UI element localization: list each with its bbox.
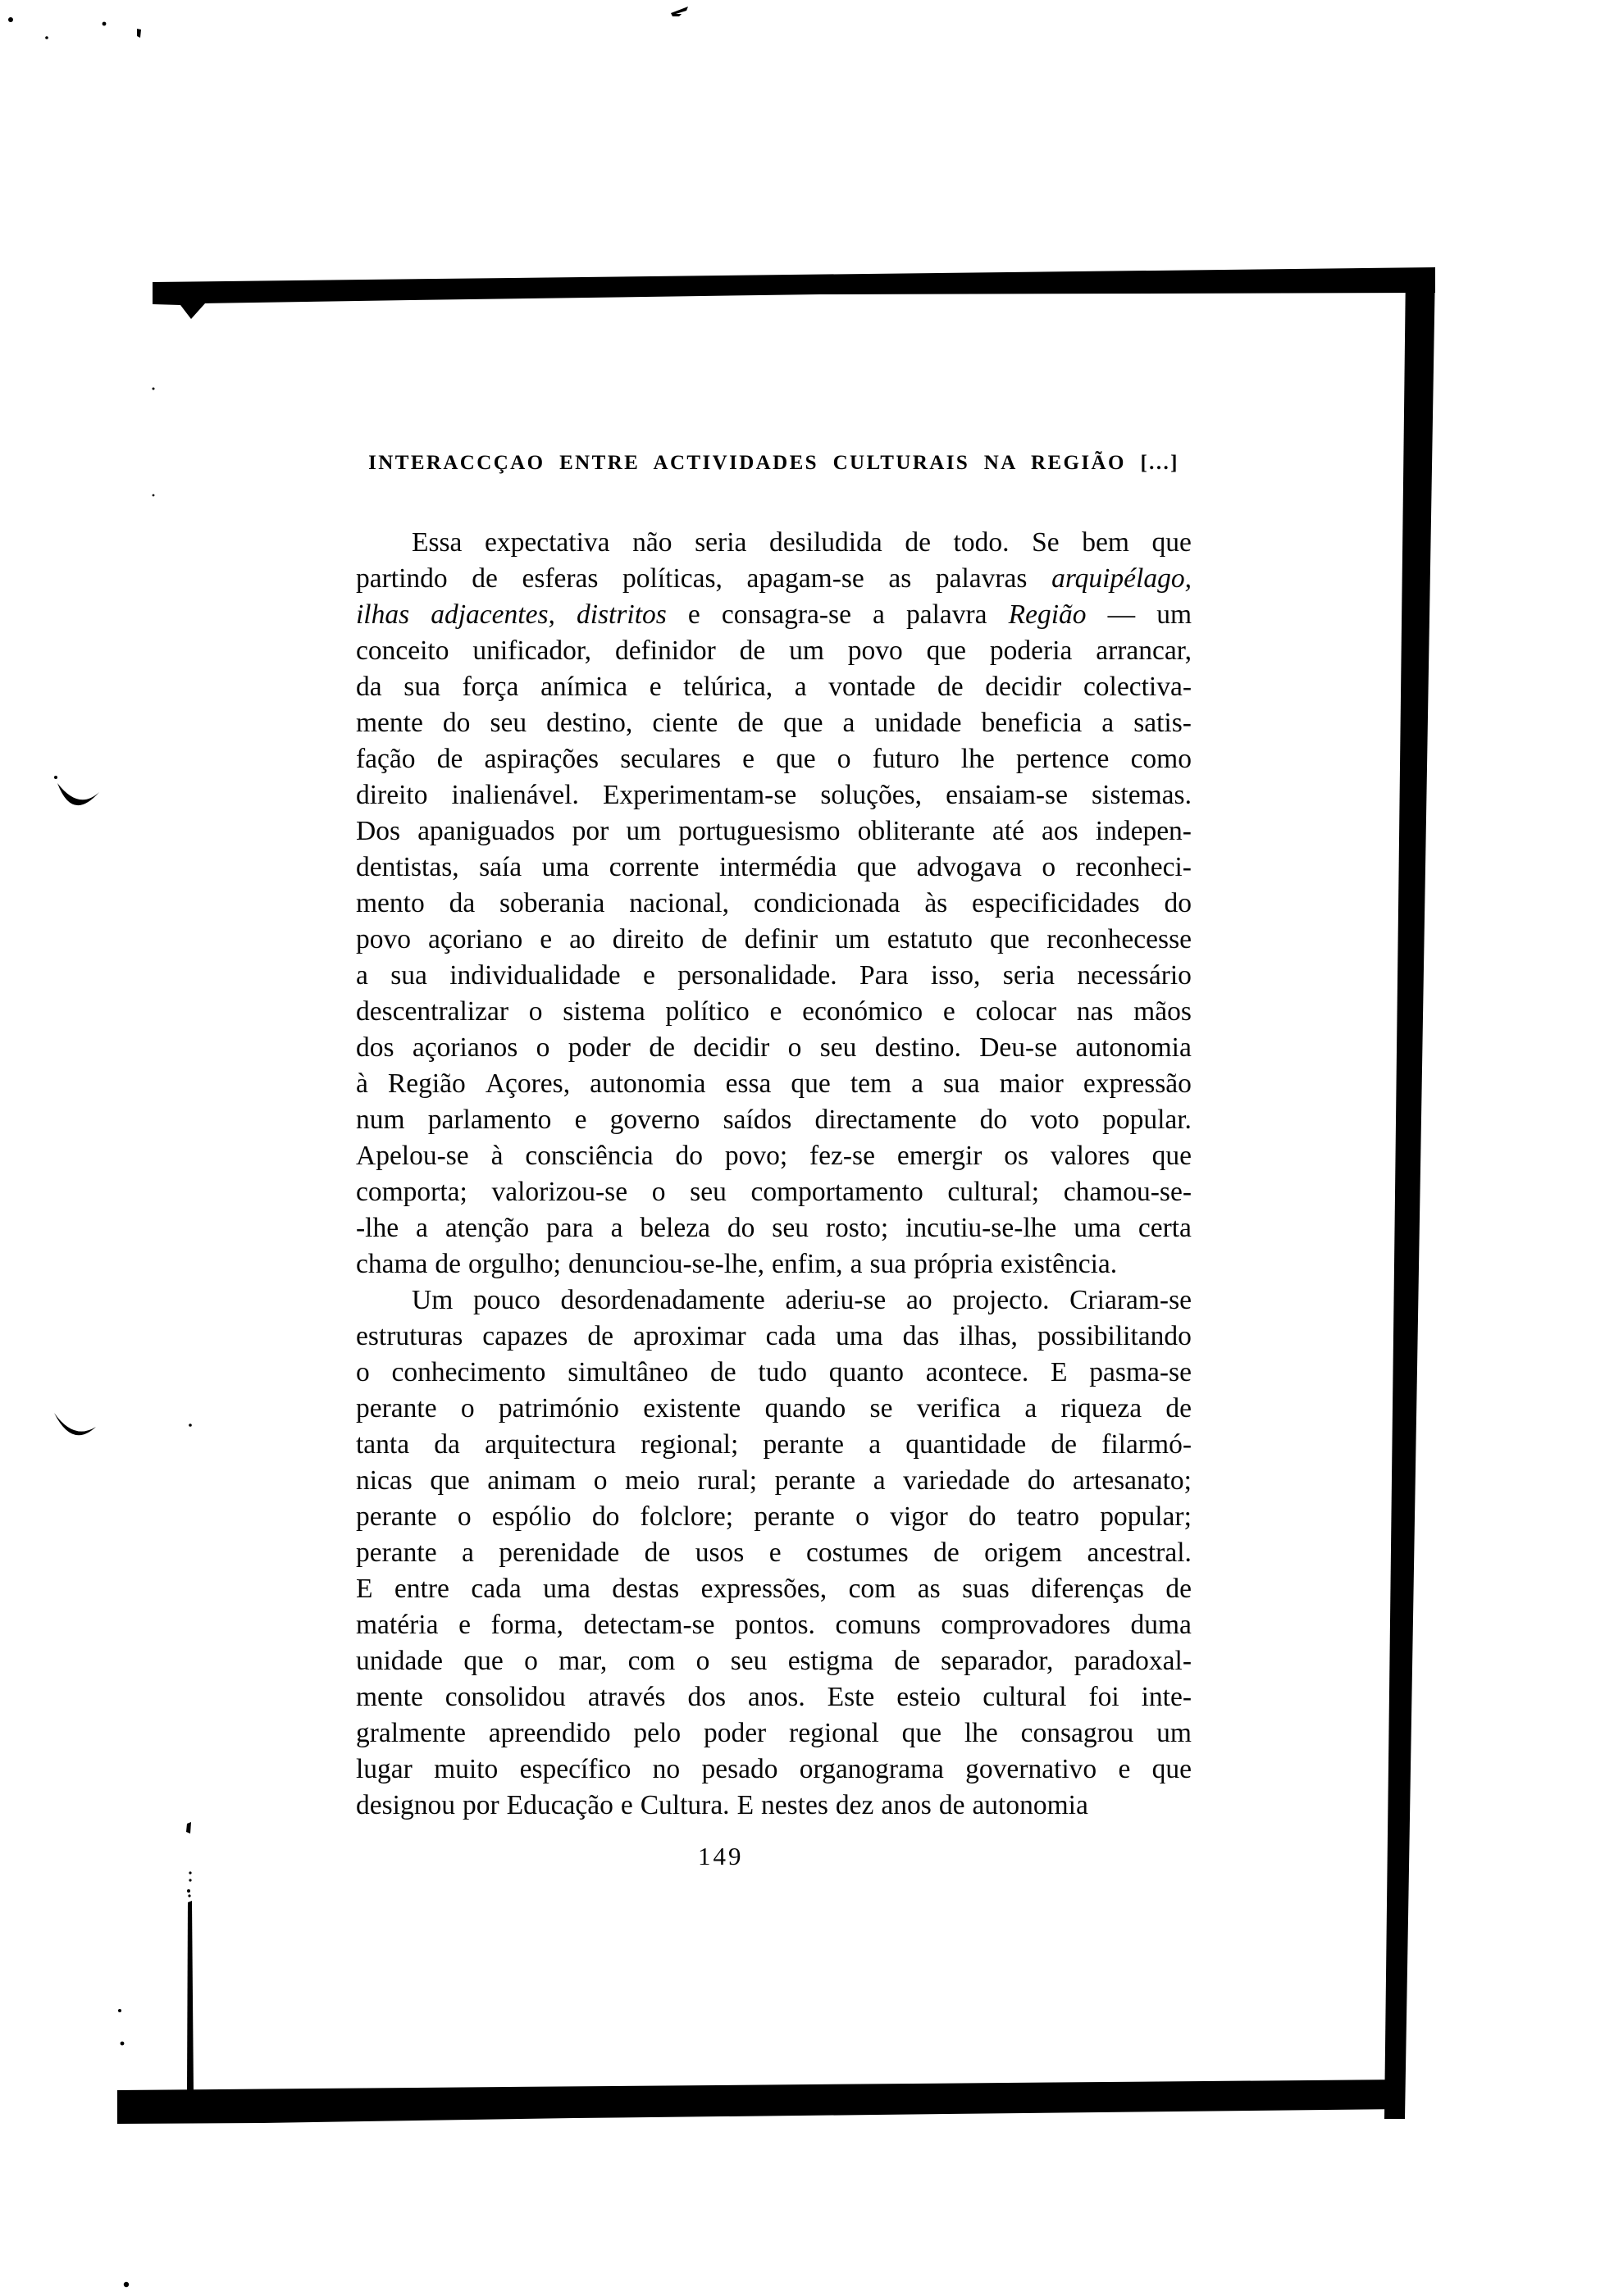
paragraph-1-line-9: Dos apaniguados por um portuguesismo obliterante até aos indepen-	[356, 816, 1192, 846]
scan-crescent-mark-2	[54, 1413, 96, 1435]
paragraph-1-line-5: da sua força anímica e telúrica, a vontade de decidir colectiva-	[356, 672, 1192, 702]
paragraph-1-line-2: partindo de esferas políticas, apagam-se as palavras arquipélago,	[356, 563, 1192, 594]
scan-crescent-mark-1	[57, 783, 99, 805]
paragraph-1-line-13: a sua individualidade e personalidade. Para isso, seria necessário	[356, 960, 1192, 991]
paragraph-2-line-13: gralmente apreendido pelo poder regional que lhe consagrou um	[356, 1718, 1192, 1748]
paragraph-2-line-10: matéria e forma, detectam-se pontos. comuns comprovadores duma	[356, 1610, 1192, 1640]
paragraph-2-line-12: mente consolidou através dos anos. Este esteio cultural foi inte-	[356, 1682, 1192, 1712]
scan-dash-top-center	[671, 7, 688, 16]
paragraph-1-line-12: povo açoriano e ao direito de definir um estatuto que reconhecesse	[356, 924, 1192, 954]
paragraph-2-line-11: unidade que o mar, com o seu estigma de separador, paradoxal-	[356, 1646, 1192, 1676]
paragraph-1-line-4: conceito unificador, definidor de um povo que poderia arrancar,	[356, 636, 1192, 666]
scan-speck	[153, 388, 155, 390]
scan-speck	[188, 1894, 190, 1897]
paragraph-1-line-7: fação de aspirações seculares e que o futuro lhe pertence como	[356, 744, 1192, 774]
paragraph-1-line-8: direito inalienável. Experimentam-se soluções, ensaiam-se sistemas.	[356, 780, 1192, 810]
scan-speck	[187, 1889, 190, 1893]
paragraph-1-line-15: dos açorianos o poder de decidir o seu destino. Deu-se autonomia	[356, 1032, 1192, 1063]
paragraph-1-line-19: comporta; valorizou-se o seu comportamento cultural; chamou-se-	[356, 1177, 1192, 1207]
running-header: INTERACCÇAO ENTRE ACTIVIDADES CULTURAIS NA REGIÃO [...]	[368, 452, 1179, 474]
scan-speck	[153, 494, 155, 497]
body-text	[356, 525, 1192, 1824]
paragraph-1-line-6: mente do seu destino, ciente de que a unidade beneficia a satis-	[356, 708, 1192, 738]
paragraph-2-line-8: perante a perenidade de usos e costumes de origem ancestral.	[356, 1538, 1192, 1568]
paragraph-2-line-6: nicas que animam o meio rural; perante a variedade do artesanato;	[356, 1465, 1192, 1496]
scan-border-bottom	[117, 2080, 1405, 2124]
scan-speck	[54, 776, 57, 779]
paragraph-1-line-20: -lhe a atenção para a beleza do seu rosto; incutiu-se-lhe uma certa	[356, 1213, 1192, 1243]
paragraph-1-line-1: Essa expectativa não seria desiludida de todo. Se bem que	[412, 527, 1192, 558]
paragraph-1-line-18: Apelou-se à consciência do povo; fez-se emergir os valores que	[356, 1141, 1192, 1171]
paragraph-1-line-17: num parlamento e governo saídos directamente do voto popular.	[356, 1105, 1192, 1135]
paragraph-2-line-9: E entre cada uma destas expressões, com as suas diferenças de	[356, 1574, 1192, 1604]
scan-speck	[45, 36, 48, 39]
paragraph-2-line-2: estruturas capazes de aproximar cada uma das ilhas, possibilitando	[356, 1321, 1192, 1351]
scan-line-bottom-left	[187, 1901, 194, 2093]
scan-speck	[189, 1871, 191, 1874]
paragraph-1-line-10: dentistas, saía uma corrente intermédia que advogava o reconheci-	[356, 852, 1192, 882]
scan-speck	[189, 1879, 191, 1881]
paragraph-2-line-15: designou por Educação e Cultura. E nestes dez anos de autonomia	[356, 1790, 1088, 1820]
scan-speck	[137, 29, 141, 38]
paragraph-2-line-3: o conhecimento simultâneo de tudo quanto acontece. E pasma-se	[356, 1357, 1192, 1387]
paragraph-2-line-14: lugar muito específico no pesado organograma governativo e que	[356, 1754, 1192, 1784]
scan-speck	[121, 2042, 125, 2046]
paragraph-2-line-4: perante o património existente quando se verifica a riqueza de	[356, 1393, 1192, 1424]
scan-speck	[118, 2009, 121, 2012]
page-number: 149	[698, 1842, 744, 1870]
scan-border-right	[1384, 267, 1435, 2119]
paragraph-2-line-7: perante o espólio do folclore; perante o vigor do teatro popular;	[356, 1501, 1192, 1532]
scan-speck	[103, 22, 107, 26]
paragraph-1-line-16: à Região Açores, autonomia essa que tem a sua maior expressão	[356, 1068, 1192, 1099]
scan-speck	[186, 1822, 191, 1834]
paragraph-2-line-5: tanta da arquitectura regional; perante a quantidade de filarmó-	[356, 1429, 1192, 1460]
paragraph-1-line-14: descentralizar o sistema político e económico e colocar nas mãos	[356, 996, 1192, 1027]
scan-border-top	[153, 267, 1435, 319]
paragraph-1-line-11: mento da soberania nacional, condicionada às especificidades do	[356, 888, 1192, 918]
paragraph-2-line-1: Um pouco desordenadamente aderiu-se ao projecto. Criaram-se	[412, 1285, 1192, 1315]
paragraph-1-line-3: ilhas adjacentes, distritos e consagra-se a palavra Região — um	[356, 599, 1192, 630]
scan-speck	[124, 2282, 129, 2287]
scan-speck	[189, 1424, 192, 1427]
paragraph-1-line-21: chama de orgulho; denunciou-se-lhe, enfim, a sua própria existência.	[356, 1249, 1118, 1279]
scan-speck	[8, 17, 13, 22]
